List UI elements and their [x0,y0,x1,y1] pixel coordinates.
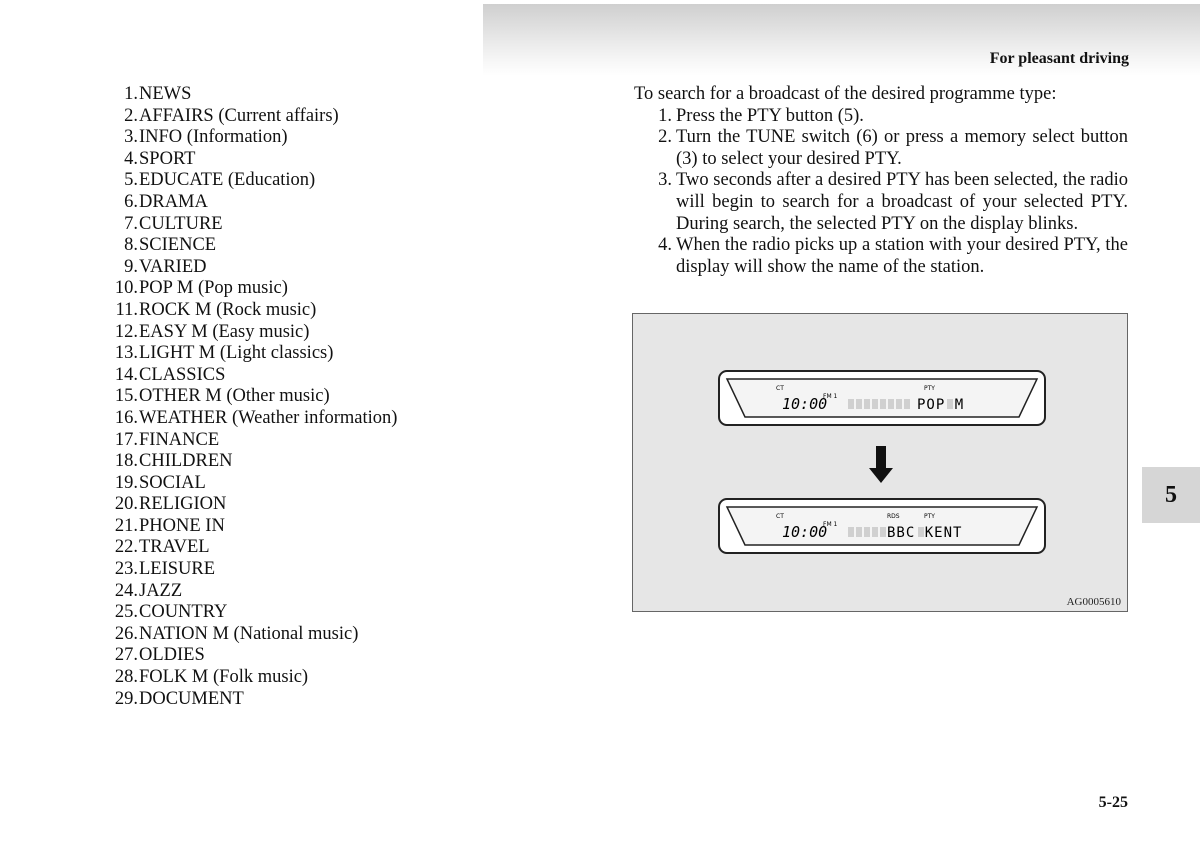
radio-display-illustration [633,314,1129,613]
list-item-number: 23. [114,559,138,580]
rds-indicator: RDS [887,513,900,520]
list-item-number: 8. [124,235,138,256]
list-item [104,537,397,559]
page-number: 5-25 [1098,794,1128,811]
list-item-label: FOLK M (Folk music) [139,667,309,688]
list-item-label: WEATHER (Weather information) [139,407,398,428]
list-item-label: RELIGION [139,494,227,515]
pty-readout: POP M [917,397,965,413]
clock-readout: 10:00 [782,395,828,413]
list-item-label: FINANCE [139,429,220,450]
list-item-label: INFO (Information) [139,127,288,148]
list-item-number: 22. [114,537,138,558]
list-item [104,430,397,452]
list-item-number: 19. [114,472,138,493]
list-item-label: OLDIES [139,645,205,666]
list-item-label: COUNTRY [139,602,228,623]
list-item-label: EDUCATE (Education) [139,170,316,191]
list-item-number: 2. [124,105,138,126]
list-item [104,365,397,387]
list-item-label: OTHER M (Other music) [139,386,330,407]
list-item [104,192,397,214]
step-number: 4. [658,235,672,256]
list-item [104,257,397,279]
list-item [104,581,397,603]
band-indicator: FM 1 [823,521,838,528]
list-item-number: 25. [114,602,138,623]
figure-code: AG0005610 [1066,596,1121,608]
arrow-down-icon [869,446,893,483]
band-indicator: FM 1 [823,393,838,400]
step-item [634,106,1128,128]
list-item-label: DRAMA [139,191,208,212]
list-item [104,386,397,408]
list-item-number: 26. [114,623,138,644]
pty-indicator: PTY [924,513,935,520]
step-number: 1. [658,105,672,126]
list-item-number: 20. [114,494,138,515]
step-item [634,127,1128,170]
list-item-number: 15. [114,386,138,407]
list-item-label: AFFAIRS (Current affairs) [139,105,339,126]
display-top [719,371,1045,425]
list-item-number: 16. [114,407,138,428]
step-number: 2. [658,127,672,148]
list-item [104,106,397,128]
pty-indicator: PTY [924,385,935,392]
list-item-label: POP M (Pop music) [139,278,288,299]
list-item-number: 4. [124,148,138,169]
list-item-label: JAZZ [139,580,183,601]
list-item-number: 6. [124,191,138,212]
list-item-number: 3. [124,127,138,148]
list-item [104,170,397,192]
ct-indicator: CT [776,385,784,392]
list-item [104,451,397,473]
list-item-label: NATION M (National music) [139,623,359,644]
list-item-label: LEISURE [139,559,216,580]
step-text: Press the PTY button (5). [676,105,864,126]
list-item-number: 13. [114,343,138,364]
list-item-number: 5. [124,170,138,191]
search-intro: To search for a broadcast of the desired programme type: [634,84,1057,104]
pty-type-list [104,84,397,710]
list-item [104,645,397,667]
list-item-number: 1. [124,84,138,104]
list-item-label: EASY M (Easy music) [139,321,310,342]
list-item [104,278,397,300]
list-item [104,516,397,538]
list-item [104,473,397,495]
list-item-number: 11. [115,299,138,320]
list-item-number: 7. [124,213,138,234]
clock-readout: 10:00 [782,523,828,541]
list-item [104,559,397,581]
list-item-number: 12. [114,321,138,342]
step-item [634,170,1128,235]
radio-display-figure [632,313,1128,612]
list-item [104,408,397,430]
list-item-label: SPORT [139,148,196,169]
list-item-label: NEWS [139,84,192,104]
station-name-readout: BBC KENT [887,525,963,541]
search-steps [634,106,1128,279]
list-item-label: CLASSICS [139,364,226,385]
list-item [104,667,397,689]
list-item-label: CULTURE [139,213,223,234]
section-title: For pleasant driving [989,50,1129,67]
list-item-label: PHONE IN [139,515,225,536]
list-item-number: 14. [114,364,138,385]
list-item-label: LIGHT M (Light classics) [139,343,334,364]
list-item-label: CHILDREN [139,451,233,472]
ct-indicator: CT [776,513,784,520]
list-item [104,127,397,149]
list-item [104,214,397,236]
list-item [104,602,397,624]
list-item [104,494,397,516]
list-item-number: 29. [114,688,138,709]
list-item [104,149,397,171]
list-item-label: SCIENCE [139,235,217,256]
list-item-label: SOCIAL [139,472,206,493]
list-item [104,322,397,344]
list-item-label: ROCK M (Rock music) [139,299,317,320]
list-item [104,343,397,365]
list-item-number: 28. [114,667,138,688]
display-bottom [719,499,1045,553]
step-item [634,235,1128,278]
list-item [104,300,397,322]
step-text: Two seconds after a desired PTY has been selected, the radio will begin to search for a broadcast of your selected PTY. During search, the selected PTY on the display blinks. [676,170,1128,234]
list-item [104,624,397,646]
step-number: 3. [658,170,672,191]
chapter-tab: 5 [1142,467,1200,523]
list-item-number: 18. [114,451,138,472]
list-item-label: DOCUMENT [139,688,244,709]
list-item-number: 27. [114,645,138,666]
step-text: When the radio picks up a station with your desired PTY, the display will show the name of the station. [676,235,1128,277]
list-item-label: TRAVEL [139,537,210,558]
step-text: Turn the TUNE switch (6) or press a memory select button (3) to select your desired PTY. [676,127,1128,169]
list-item-label: VARIED [139,256,207,277]
list-item [104,689,397,711]
list-item-number: 21. [114,515,138,536]
list-item-number: 9. [124,256,138,277]
list-item-number: 24. [114,580,138,601]
list-item-number: 10. [114,278,138,299]
list-item [104,235,397,257]
list-item [104,84,397,106]
list-item-number: 17. [114,429,138,450]
